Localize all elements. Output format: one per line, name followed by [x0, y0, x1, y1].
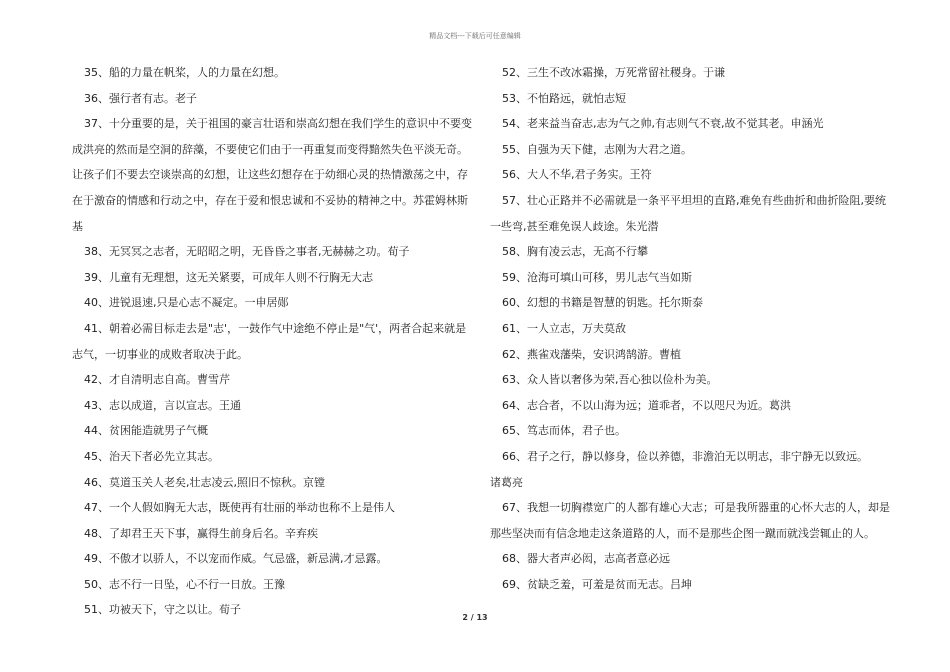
list-item: 45、治天下者必先立其志。	[84, 449, 219, 463]
list-item: 66、君子之行，静以修身，俭以养德，非澹泊无以明志，非宁静无以致远。	[502, 449, 868, 463]
list-item: 56、大人不华,君子务实。王符	[502, 168, 652, 182]
list-item: 65、笃志而体，君子也。	[502, 424, 626, 438]
list-item: 40、进锐退速,只是心志不凝定。一申居郧	[84, 296, 289, 310]
page-header: 精品文档---下载后可任意编辑	[429, 32, 521, 40]
list-item: 48、了却君王天下事，赢得生前身后名。辛弃疾	[84, 526, 318, 540]
left-column	[72, 60, 472, 623]
right-column	[490, 60, 890, 597]
list-item: 62、燕雀戏藩柴，安识鸿鹄游。曹植	[502, 347, 681, 361]
list-item: 54、老来益当奋志,志为气之帅,有志则气不衰,故不觉其老。申涵光	[502, 117, 824, 131]
page-number: 2 / 13	[462, 613, 488, 622]
list-item: 59、沧海可填山可移，男儿志气当如斯	[502, 270, 692, 284]
list-item: 60、幻想的书籍是智慧的钥匙。托尔斯泰	[502, 296, 703, 310]
list-item-continuation: 诸葛亮	[490, 475, 523, 489]
list-item: 42、才自清明志自高。曹雪芹	[84, 373, 230, 387]
list-item: 67、我想一切胸襟宽广的人都有雄心大志；可是我所器重的心怀大志的人，却是那些坚决而有信念地走这条道路的人，而不是那些企图一蹴而就浅尝辄止的人。	[490, 501, 890, 540]
list-item: 46、莫道玉关人老矣,壮志凌云,照旧不惊秋。京镗	[84, 475, 325, 489]
list-item: 52、三生不改冰霜操，万死常留社稷身。于谦	[502, 66, 725, 79]
list-item: 41、朝着必需目标走去是"志'，一鼓作气中途绝不停止是"气'，两者合起来就是志气，一切事业的成败者取决于此。	[72, 321, 467, 361]
list-item: 49、不傲才以骄人，不以宠而作威。气忌盛，新忌满,才忌露。	[84, 552, 388, 566]
list-item: 39、儿童有无理想，这无关紧要，可成年人则不行胸无大志	[84, 270, 373, 284]
list-item: 37、十分重要的是，关于祖国的豪言壮语和崇高幻想在我们学生的意识中不要变成洪亮的然而是空洞的辞藻，不要使它们由于一再重复而变得黯然失色平淡无奇。让孩子们不要去空谈崇高的幻想，让这些幻想存在于幼细心灵的热情激荡之中，存在于激奋的情感和行动之中，存在于爱和恨忠诚和不妥协的精神之中。苏霍姆林斯基	[72, 117, 472, 233]
list-item: 63、众人皆以奢侈为荣,吾心独以俭朴为美。	[502, 373, 718, 387]
list-item: 55、自强为天下健，志刚为大君之道。	[502, 142, 692, 156]
list-item: 36、强行者有志。老子	[84, 91, 197, 105]
list-item: 38、无冥冥之志者，无昭昭之明，无昏昏之事者,无赫赫之功。荀子	[84, 245, 410, 259]
list-item: 53、不怕路远，就怕志短	[502, 91, 626, 105]
list-item: 47、一个人假如胸无大志，既使再有壮丽的举动也称不上是伟人	[84, 501, 395, 515]
list-item: 68、器大者声必闳，志高者意必远	[502, 552, 670, 566]
list-item: 35、船的力量在帆桨，人的力量在幻想。	[84, 66, 285, 79]
list-item: 51、功被天下，守之以让。荀子	[84, 603, 241, 617]
list-item: 64、志合者，不以山海为远；道乖者，不以咫尺为近。葛洪	[502, 398, 791, 412]
list-item: 57、壮心正路并不必需就是一条平平坦坦的直路,难免有些曲折和曲折险阻,要统一些弯,甚至难免误人歧途。朱光潜	[490, 193, 886, 233]
list-item: 44、贫困能造就男子气概	[84, 424, 208, 438]
list-item: 58、胸有凌云志，无高不行攀	[502, 245, 648, 259]
list-item: 43、志以成道，言以宣志。王通	[84, 398, 241, 412]
list-item: 61、一人立志，万夫莫敌	[502, 321, 626, 335]
list-item: 50、志不行一日坠，心不行一日放。王豫	[84, 577, 285, 591]
list-item: 69、贫缺乏羞，可羞是贫而无志。吕坤	[502, 577, 692, 591]
